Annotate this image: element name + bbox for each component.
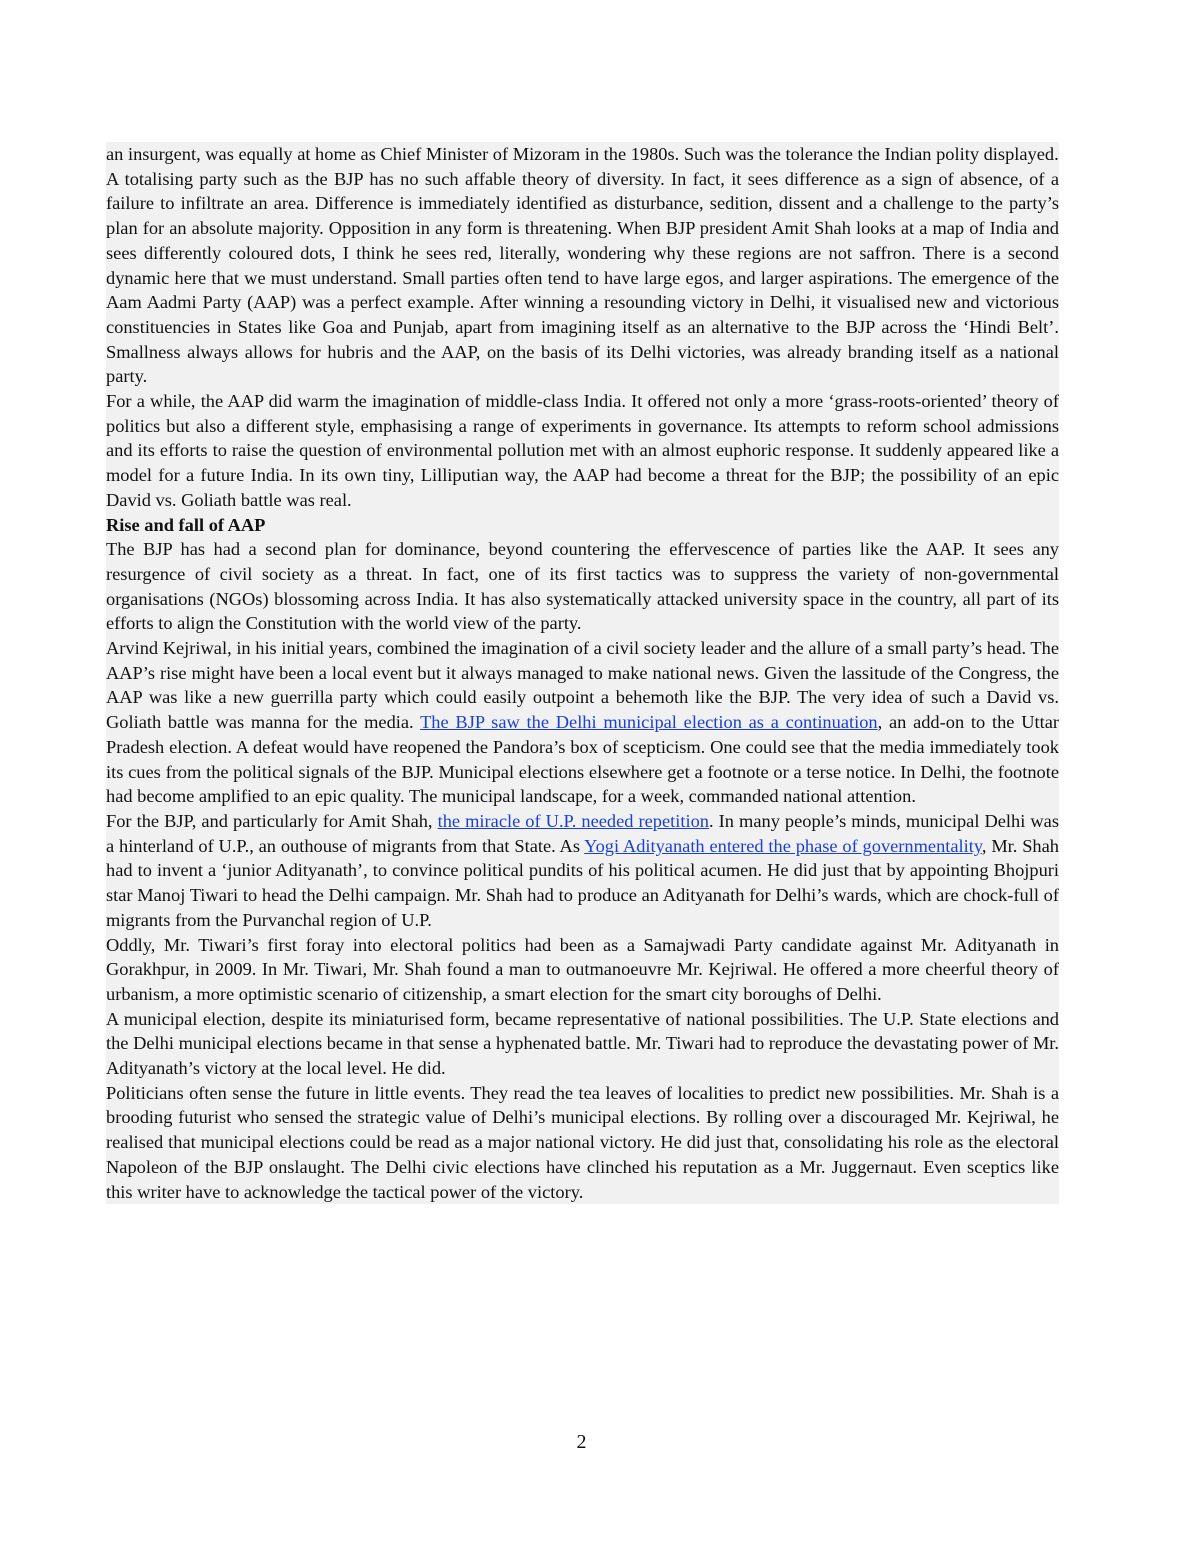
link-bjp-delhi-municipal-election[interactable]: The BJP saw the Delhi municipal election as a continuation xyxy=(420,712,878,733)
paragraph xyxy=(106,636,1059,809)
article-body xyxy=(106,142,1059,1204)
paragraph-text: For the BJP, and particularly for Amit Shah, xyxy=(106,810,438,831)
paragraph: A municipal election, despite its miniaturised form, became representative of national possibilities. The U.P. State elections and the Delhi municipal elections became in that sense a hyphenated battle. Mr. Tiwari had to reproduce the devastating power of Mr. Adityanath’s victory at the local level. He did. xyxy=(106,1008,1059,1079)
link-miracle-of-up[interactable]: the miracle of U.P. needed repetition xyxy=(437,810,709,831)
paragraph-text: , an add-on to the Uttar Pradesh election. A defeat would have reopened the Pandora’s box of scepticism. One could see that the media immediately took its cues from the political signals of the BJP. Municipal elections elsewhere get a footnote or a terse notice. In Delhi, the footnote had become amplified to an epic quality. The municipal landscape, for a week, commanded national attention. xyxy=(106,712,1059,807)
paragraph: The BJP has had a second plan for dominance, beyond countering the effervescence of parties like the AAP. It sees any resurgence of civil society as a threat. In fact, one of its first tactics was to suppress the variety of non-governmental organisations (NGOs) blossoming across India. It has also systematically attacked university space in the country, all part of its efforts to align the Constitution with the world view of the party. xyxy=(106,539,1059,634)
paragraph: Oddly, Mr. Tiwari’s first foray into electoral politics had been as a Samajwadi Party candidate against Mr. Adityanath in Gorakhpur, in 2009. In Mr. Tiwari, Mr. Shah found a man to outmanoeuvre Mr. Kejriwal. He offered a more cheerful theory of urbanism, a more optimistic scenario of citizenship, a smart election for the smart city boroughs of Delhi. xyxy=(106,934,1059,1004)
paragraph: For a while, the AAP did warm the imagination of middle-class India. It offered not only a more ‘grass-roots-oriented’ theory of politics but also a different style, emphasising a range of experiments in governance. Its attempts to reform school admissions and its efforts to raise the question of environmental pollution met with an almost euphoric response. It suddenly appeared like a model for a future India. In its own tiny, Lilliputian way, the AAP had become a threat for the BJP; the possibility of an epic David vs. Goliath battle was real. xyxy=(106,391,1059,510)
section-heading: Rise and fall of AAP xyxy=(106,514,266,535)
paragraph: A totalising party such as the BJP has no such affable theory of diversity. In fact, it sees difference as a sign of absence, of a failure to infiltrate an area. Difference is immediately identified as disturbance, sedition, dissent and a challenge to the party’s plan for an absolute majority. Opposition in any form is threatening. When BJP president Amit Shah looks at a map of India and sees differently coloured dots, I think he sees red, literally, wondering why these regions are not saffron. There is a second dynamic here that we must understand. Small parties often tend to have large egos, and larger aspirations. The emergence of the Aam Aadmi Party (AAP) was a perfect example. After winning a resounding victory in Delhi, it visualised new and victorious constituencies in States like Goa and Punjab, apart from imagining itself as an alternative to the BJP across the ‘Hindi Belt’. Smallness always allows for hubris and the AAP, on the basis of its Delhi victories, was already branding itself as a national party. xyxy=(106,168,1059,387)
paragraph-text: Arvind Kejriwal, in his initial years, combined the imagination of a civil society leader and the allure of a small party’s head. The AAP’s rise might have been a local event but it always managed to make national news. Given the lassitude of the Congress, the AAP was like a new guerrilla party which could easily outpoint a behemoth like the BJP. The very idea of such a David vs. Goliath battle was manna for the media. xyxy=(106,638,1059,733)
paragraph: an insurgent, was equally at home as Chief Minister of Mizoram in the 1980s. Such was the tolerance the Indian polity displayed. xyxy=(106,144,1059,164)
paragraph-text: . In many people’s minds, municipal Delhi was a hinterland of U.P., an outhouse of migrants from that State. As xyxy=(106,810,1060,856)
paragraph-text: , Mr. Shah had to invent a ‘junior Adityanath’, to convince political pundits of his political acumen. He did just that by appointing Bhojpuri star Manoj Tiwari to head the Delhi campaign. Mr. Shah had to produce an Adityanath for Delhi’s wards, which are chock-full of migrants from the Purvanchal region of U.P. xyxy=(106,835,1059,930)
page-number: 2 xyxy=(576,1431,587,1453)
paragraph xyxy=(106,809,1059,933)
link-yogi-adityanath-governmentality[interactable]: Yogi Adityanath entered the phase of governmentality xyxy=(584,835,982,856)
paragraph: Politicians often sense the future in little events. They read the tea leaves of localities to predict new possibilities. Mr. Shah is a brooding futurist who sensed the strategic value of Delhi’s municipal elections. By rolling over a discouraged Mr. Kejriwal, he realised that municipal elections could be read as a major national victory. He did just that, consolidating his role as the electoral Napoleon of the BJP onslaught. The Delhi civic elections have clinched his reputation as a Mr. Juggernaut. Even sceptics like this writer have to acknowledge the tactical power of the victory. xyxy=(106,1082,1059,1202)
